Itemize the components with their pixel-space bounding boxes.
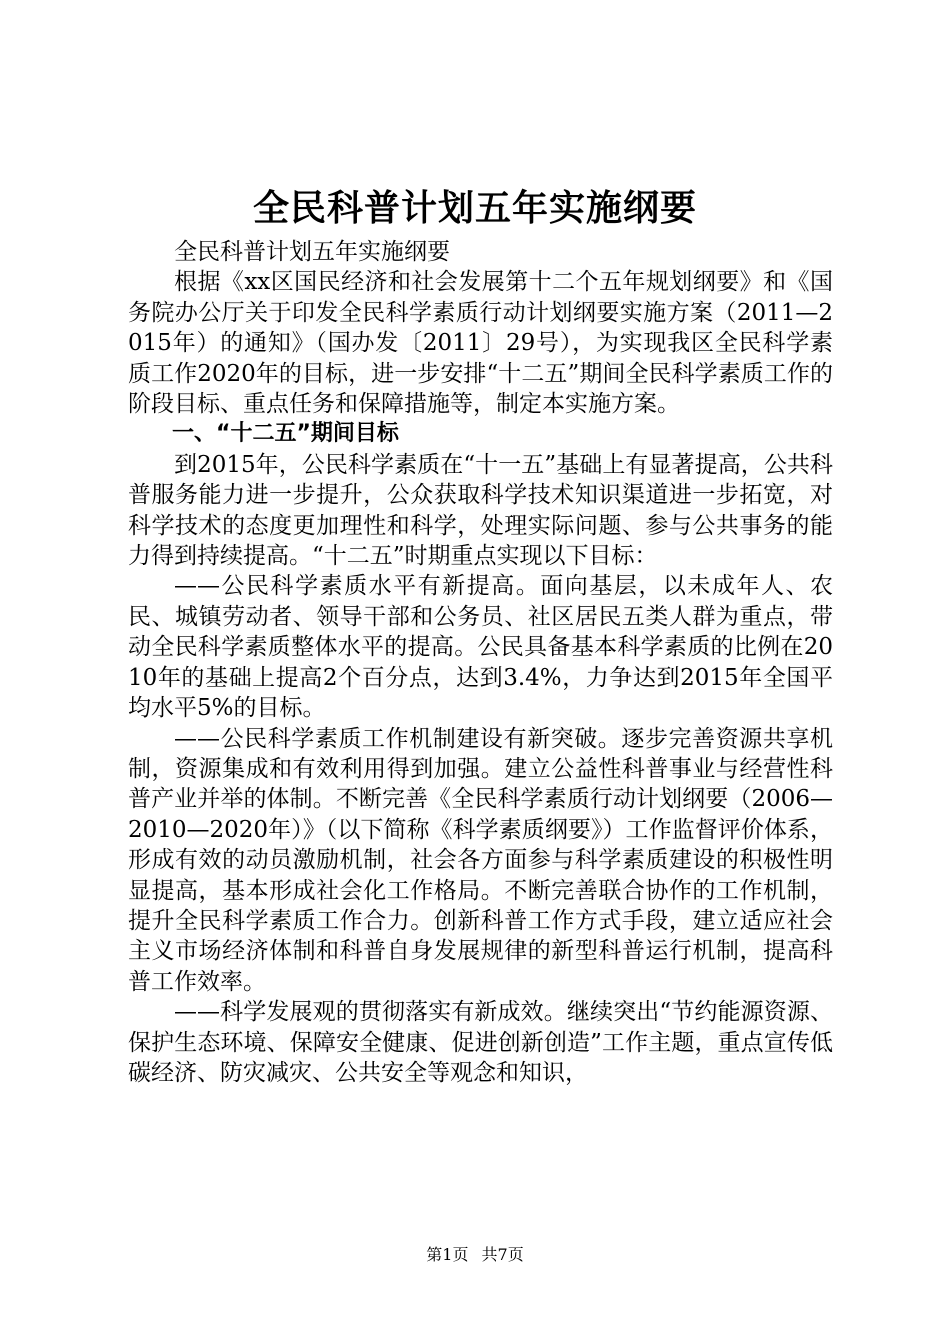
document-body <box>128 237 833 1088</box>
section-heading: 一、“十二五”期间目标 <box>172 421 399 447</box>
document-title: 全民科普计划五年实施纲要 <box>252 188 697 229</box>
paragraph-goal-literacy: ——公民科学素质水平有新提高。面向基层，以未成年人、农民、城镇劳动者、领导干部和公务员、社区居民五类人群为重点，带动全民科学素质整体水平的提高。公民具备基本科学素质的比例在2010年的基础上提高2个百分点，达到3.4%，力争达到2015年全国平均水平5%的目标。 <box>128 573 833 722</box>
paragraph-goals: 到2015年，公民科学素质在“十一五”基础上有显著提高，公共科普服务能力进一步提升，公众获取科学技术知识渠道进一步拓宽，对科学技术的态度更加理性和科学，处理实际问题、参与公共事务的能力得到持续提高。“十二五”时期重点实现以下目标： <box>128 451 833 570</box>
page-footer <box>0 1244 950 1266</box>
page-number: 第1页 <box>426 1245 469 1264</box>
paragraph-goal-development: ——科学发展观的贯彻落实有新成效。继续突出“节约能源资源、保护生态环境、保障安全健康、促进创新创造”工作主题，重点宣传低碳经济、防灾减灾、公共安全等观念和知识， <box>128 999 833 1086</box>
paragraph-intro: 根据《xx区国民经济和社会发展第十二个五年规划纲要》和《国务院办公厅关于印发全民科学素质行动计划纲要实施方案（2011—2015年）的通知》（国办发〔2011〕29号），为实现我区全民科学素质工作2020年的目标，进一步安排“十二五”期间全民科学素质工作的阶段目标、重点任务和保障措施等，制定本实施方案。 <box>128 269 833 418</box>
page-total: 共7页 <box>481 1245 524 1264</box>
paragraph-goal-mechanism: ——公民科学素质工作机制建设有新突破。逐步完善资源共享机制，资源集成和有效利用得到加强。建立公益性科普事业与经营性科普产业并举的体制。不断完善《全民科学素质行动计划纲要（2006—2010—2020年）》（以下简称《科学素质纲要》）工作监督评价体系，形成有效的动员激励机制，社会各方面参与科学素质建设的积极性明显提高，基本形成社会化工作格局。不断完善联合协作的工作机制，提升全民科学素质工作合力。创新科普工作方式手段，建立适应社会主义市场经济体制和科普自身发展规律的新型科普运行机制，提高科普工作效率。 <box>128 725 833 995</box>
paragraph-subtitle: 全民科普计划五年实施纲要 <box>174 239 450 265</box>
